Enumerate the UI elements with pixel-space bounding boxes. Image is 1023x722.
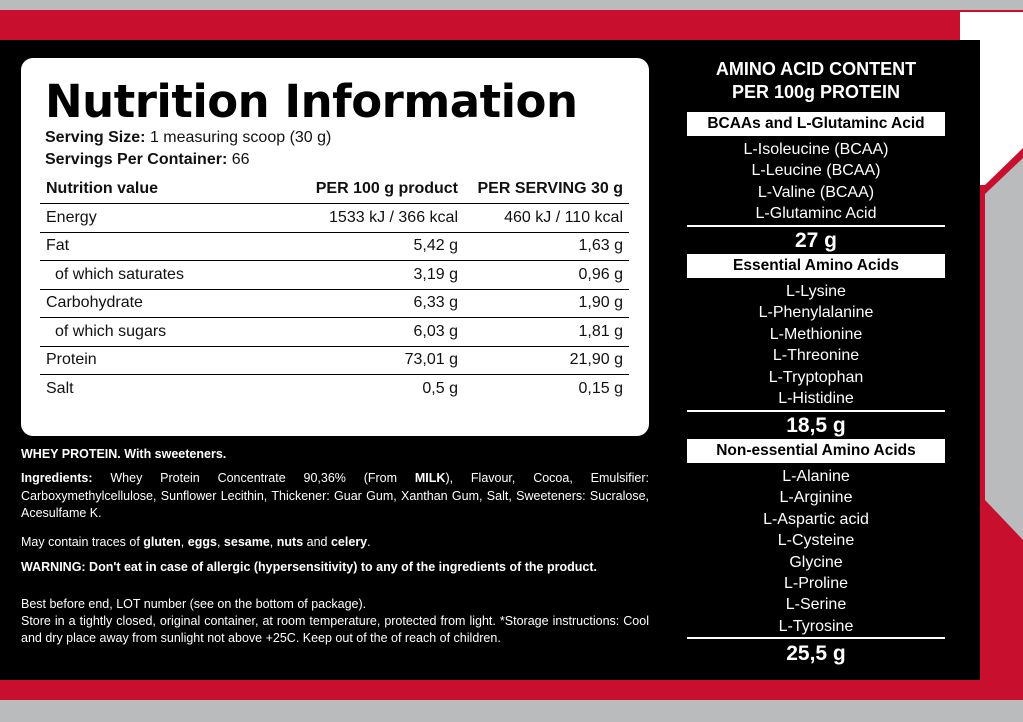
amino-group-list — [687, 281, 945, 409]
value-per-serving: 0,96 g — [464, 261, 629, 290]
value-per-serving: 1,63 g — [464, 232, 629, 261]
divider — [687, 410, 945, 412]
nutrient-name: Carbohydrate — [40, 289, 255, 318]
list-item: L-Leucine (BCAA) — [751, 162, 881, 180]
table-row — [40, 204, 629, 233]
value-per-serving: 1,90 g — [464, 289, 629, 318]
allergy-warning: WARNING: Don't eat in case of allergic (hypersensitivity) to any of the ingredients of the product. — [21, 560, 597, 574]
list-item: L-Isoleucine (BCAA) — [743, 141, 889, 158]
value-per-100g: 6,03 g — [255, 318, 464, 347]
divider — [687, 637, 945, 639]
value-per-100g: 3,19 g — [255, 261, 464, 290]
amino-group-label: Non-essential Amino Acids — [687, 439, 945, 463]
value-per-100g: 5,42 g — [255, 232, 464, 261]
column-header: Nutrition value — [46, 180, 159, 197]
list-item: L-Glutaminc Acid — [755, 205, 877, 223]
value-per-100g: 0,5 g — [422, 379, 458, 397]
table-row — [40, 232, 629, 261]
value-per-100g: 6,33 g — [255, 289, 464, 318]
list-item: Glycine — [789, 553, 843, 571]
table-row — [40, 261, 629, 290]
nutrient-name: Salt — [46, 379, 74, 397]
value-per-serving: 0,15 g — [578, 379, 623, 397]
amino-group-list — [687, 139, 945, 225]
best-before: Best before end, LOT number (see on the bottom of package). — [21, 597, 367, 611]
amino-group-total: 18,5 g — [786, 414, 846, 437]
nutrient-name: Fat — [40, 232, 255, 261]
list-item: L-Histidine — [778, 390, 854, 408]
list-item: L-Proline — [783, 575, 849, 593]
page-title: Nutrition Information — [45, 75, 578, 128]
table-row — [40, 375, 629, 403]
list-item: L-Phenylalanine — [758, 304, 874, 322]
nutrient-name: Protein — [40, 346, 255, 375]
ingredients-text: Ingredients: Whey Protein Concentrate 90,36% (From MILK), Flavour, Cocoa, Emulsifier: Carboxymethylcellulose, Sunflower Lecithin, Thickener: Guar Gum, Xanthan Gum, Salt, Sweeteners: Sucralose, Acesulfame K. — [21, 471, 649, 520]
list-item: L-Lysine — [786, 283, 846, 300]
list-item: L-Arginine — [779, 489, 853, 507]
table-row — [40, 289, 629, 318]
table-row — [40, 318, 629, 347]
list-item: L-Tryptophan — [768, 368, 864, 386]
column-header: PER 100 g product — [315, 180, 458, 197]
nutrient-name: of which sugars — [40, 318, 255, 347]
value-per-serving: 1,81 g — [464, 318, 629, 347]
storage-instructions: Store in a tightly closed, original container, at room temperature, protected from light. *Storage instructions: Cool and dry place away from sunlight not above +25C. Keep out of the of reach of children. — [21, 614, 649, 645]
table-row — [40, 346, 629, 375]
list-item: L-Methionine — [769, 325, 863, 343]
nutrient-name: of which saturates — [40, 261, 255, 290]
list-item: L-Serine — [785, 596, 847, 614]
list-item: L-Aspartic acid — [763, 510, 869, 528]
value-per-serving: 460 kJ / 110 kcal — [464, 204, 629, 233]
list-item: L-Cysteine — [777, 532, 855, 550]
column-header: PER SERVING 30 g — [477, 180, 623, 197]
amino-group-total: 25,5 g — [786, 642, 846, 665]
product-type: WHEY PROTEIN. With sweeteners. — [21, 447, 227, 461]
divider — [687, 225, 945, 227]
amino-title: AMINO ACID CONTENT PER 100g PROTEIN — [715, 59, 917, 102]
list-item: L-Alanine — [782, 468, 850, 485]
value-per-serving: 21,90 g — [464, 346, 629, 375]
amino-group-list — [687, 466, 945, 637]
nutrient-name: Energy — [40, 204, 255, 233]
nutrition-table — [40, 176, 629, 403]
table-header-row — [40, 176, 629, 204]
amino-group-total: 27 g — [794, 229, 838, 252]
list-item: L-Tyrosine — [778, 617, 854, 635]
servings-per-container: Servings Per Container: 66 — [45, 151, 250, 168]
amino-group-label: Essential Amino Acids — [687, 254, 945, 278]
serving-size: Serving Size: 1 measuring scoop (30 g) — [45, 129, 332, 146]
value-per-100g: 73,01 g — [255, 346, 464, 375]
list-item: L-Valine (BCAA) — [757, 183, 875, 201]
list-item: L-Threonine — [772, 347, 860, 365]
allergen-traces: May contain traces of gluten, eggs, sesame, nuts and celery. — [21, 535, 371, 549]
amino-group-label: BCAAs and L-Glutaminc Acid — [687, 112, 945, 136]
value-per-100g: 1533 kJ / 366 kcal — [255, 204, 464, 233]
